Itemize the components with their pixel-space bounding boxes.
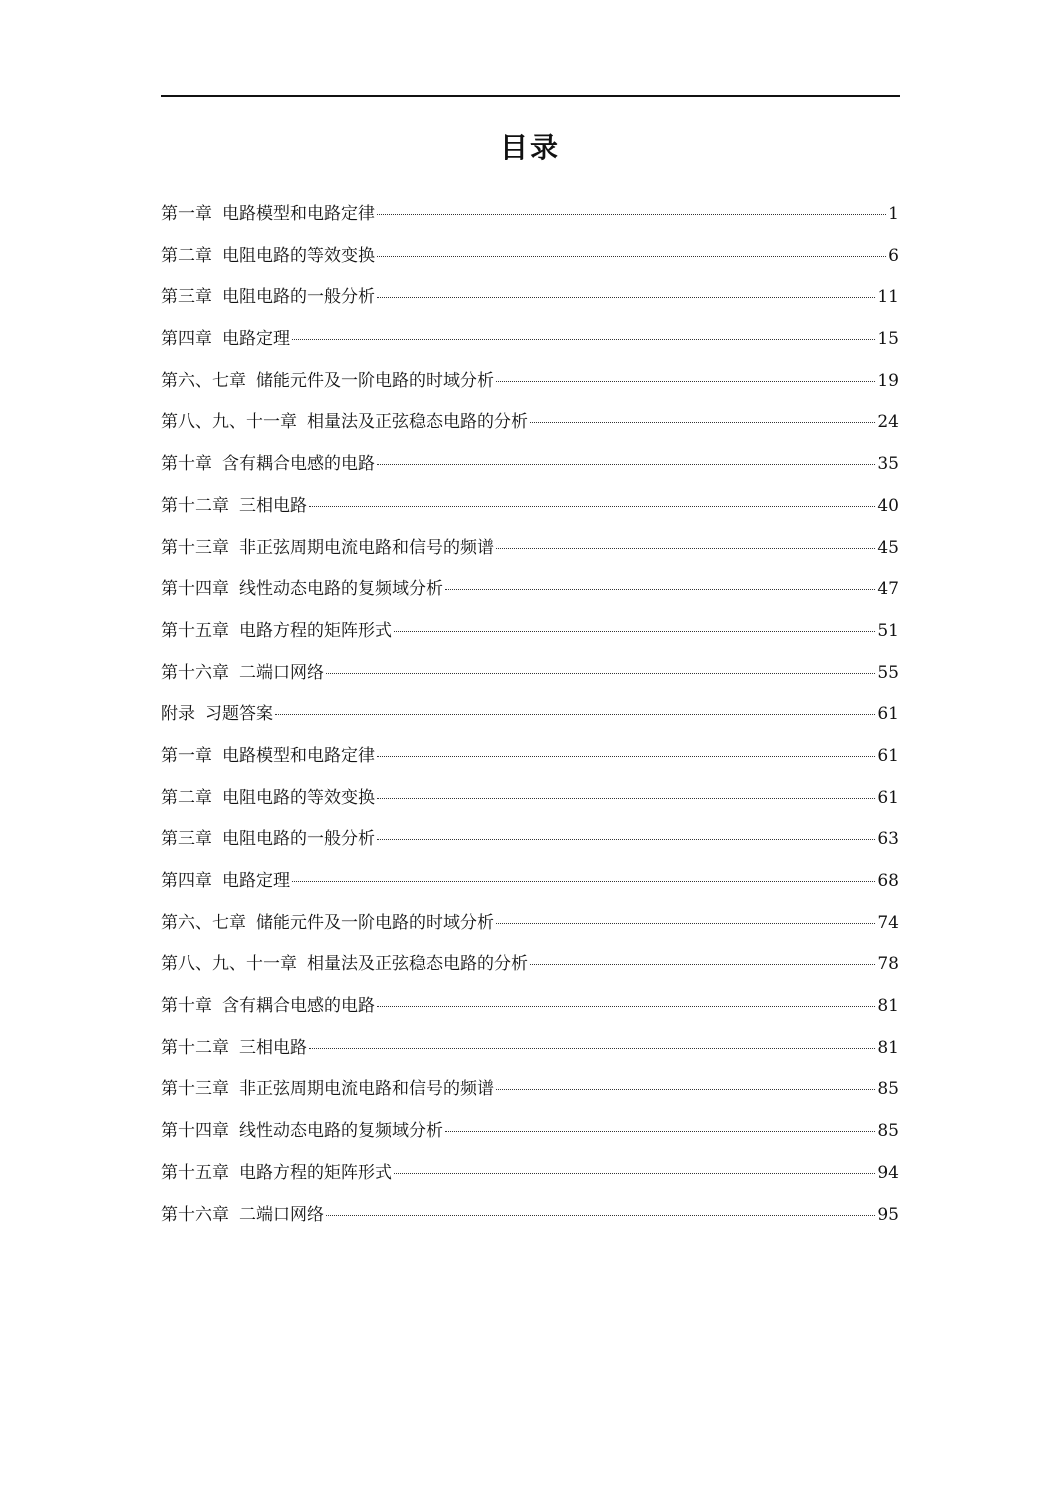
toc-entry[interactable] [161, 866, 899, 908]
toc-page-number: 78 [877, 954, 899, 975]
toc-page-number: 51 [877, 620, 899, 641]
toc-chapter-title: 电路定理 [222, 329, 290, 350]
toc-entry[interactable] [161, 991, 899, 1033]
toc-chapter-label: 附录 [161, 704, 195, 725]
toc-chapter-title: 三相电路 [239, 1037, 307, 1058]
toc-entry[interactable] [161, 324, 899, 366]
toc-page-number: 61 [877, 745, 899, 766]
toc-chapter-label: 第六、七章 [161, 912, 246, 933]
toc-chapter-label: 第一章 [161, 204, 212, 224]
toc-chapter-title: 相量法及正弦稳态电路的分析 [307, 954, 528, 975]
table-of-contents [161, 199, 899, 1241]
toc-entry[interactable] [161, 1033, 899, 1075]
toc-chapter-label: 第十二章 [161, 1037, 229, 1058]
toc-chapter-label: 第十六章 [161, 662, 229, 683]
toc-page-number: 94 [877, 1162, 899, 1183]
toc-page-number: 19 [877, 370, 899, 391]
toc-chapter-label: 第十二章 [161, 495, 229, 516]
toc-page-number: 61 [877, 704, 899, 725]
toc-entry[interactable] [161, 574, 899, 616]
toc-chapter-title: 相量法及正弦稳态电路的分析 [307, 412, 528, 433]
toc-chapter-title: 三相电路 [239, 495, 307, 516]
toc-entry[interactable] [161, 616, 899, 658]
dot-leader [309, 506, 875, 507]
toc-entry[interactable] [161, 1116, 899, 1158]
toc-entry[interactable] [161, 1200, 899, 1242]
toc-entry[interactable] [161, 783, 899, 825]
dot-leader [292, 881, 875, 882]
toc-chapter-label: 第四章 [161, 871, 212, 891]
toc-page-number: 47 [877, 579, 899, 600]
toc-chapter-title: 电路模型和电路定律 [222, 204, 375, 224]
toc-chapter-label: 第二章 [161, 787, 212, 808]
dot-leader [394, 1173, 875, 1174]
toc-chapter-title: 二端口网络 [239, 662, 324, 683]
toc-page-number: 61 [877, 787, 899, 808]
toc-page-number: 63 [877, 829, 899, 850]
toc-chapter-title: 习题答案 [205, 704, 273, 725]
toc-entry[interactable] [161, 824, 899, 866]
toc-chapter-title: 线性动态电路的复频域分析 [239, 1121, 443, 1142]
toc-chapter-label: 第四章 [161, 329, 212, 350]
toc-page-number: 68 [877, 871, 899, 891]
toc-chapter-title: 电路方程的矩阵形式 [239, 620, 392, 641]
toc-entry[interactable] [161, 533, 899, 575]
toc-entry[interactable] [161, 908, 899, 950]
toc-chapter-label: 第六、七章 [161, 370, 246, 391]
toc-chapter-title: 含有耦合电感的电路 [222, 996, 375, 1017]
page-title: 目录 [499, 131, 560, 164]
toc-page-number: 6 [888, 245, 899, 266]
toc-chapter-title: 电路方程的矩阵形式 [239, 1162, 392, 1183]
toc-chapter-title: 电路模型和电路定律 [222, 745, 375, 766]
dot-leader [445, 1131, 875, 1132]
toc-entry[interactable] [161, 949, 899, 991]
dot-leader [496, 548, 875, 549]
dot-leader [496, 923, 875, 924]
dot-leader [496, 1089, 875, 1090]
toc-page-number: 81 [877, 1037, 899, 1058]
toc-chapter-label: 第十四章 [161, 1121, 229, 1142]
toc-chapter-label: 第十六章 [161, 1204, 229, 1225]
toc-chapter-label: 第十三章 [161, 537, 229, 558]
dot-leader [326, 1215, 875, 1216]
dot-leader [377, 464, 875, 465]
toc-page-number: 24 [877, 412, 899, 433]
toc-chapter-label: 第十章 [161, 454, 212, 475]
toc-entry[interactable] [161, 282, 899, 324]
toc-chapter-label: 第十章 [161, 996, 212, 1017]
toc-entry[interactable] [161, 1074, 899, 1116]
toc-page-number: 81 [877, 996, 899, 1017]
dot-leader [377, 297, 875, 298]
toc-chapter-label: 第一章 [161, 745, 212, 766]
header-rule [161, 95, 900, 97]
toc-chapter-label: 第二章 [161, 245, 212, 266]
toc-chapter-title: 非正弦周期电流电路和信号的频谱 [239, 537, 494, 558]
toc-chapter-label: 第十五章 [161, 1162, 229, 1183]
dot-leader [445, 589, 875, 590]
dot-leader [377, 798, 875, 799]
dot-leader [309, 1048, 875, 1049]
dot-leader [377, 1006, 875, 1007]
toc-entry[interactable] [161, 407, 899, 449]
toc-page-number: 11 [877, 287, 899, 308]
toc-chapter-title: 线性动态电路的复频域分析 [239, 579, 443, 600]
toc-page-number: 85 [877, 1079, 899, 1100]
toc-page-number: 35 [877, 454, 899, 475]
dot-leader [292, 339, 875, 340]
dot-leader [377, 214, 886, 215]
toc-chapter-label: 第十五章 [161, 620, 229, 641]
toc-page-number: 85 [877, 1121, 899, 1142]
toc-entry[interactable] [161, 366, 899, 408]
toc-entry[interactable] [161, 199, 899, 241]
dot-leader [530, 422, 875, 423]
toc-page-number: 40 [877, 495, 899, 516]
dot-leader [377, 756, 875, 757]
toc-chapter-title: 电阻电路的一般分析 [222, 829, 375, 850]
toc-entry[interactable] [161, 741, 899, 783]
toc-entry[interactable] [161, 658, 899, 700]
toc-chapter-label: 第十三章 [161, 1079, 229, 1100]
toc-chapter-title: 电阻电路的等效变换 [222, 245, 375, 266]
dot-leader [377, 256, 886, 257]
toc-chapter-label: 第八、九、十一章 [161, 954, 297, 975]
toc-entry[interactable] [161, 1158, 899, 1200]
toc-chapter-title: 二端口网络 [239, 1204, 324, 1225]
toc-page-number: 45 [877, 537, 899, 558]
dot-leader [326, 673, 875, 674]
toc-chapter-title: 电阻电路的等效变换 [222, 787, 375, 808]
toc-entry[interactable] [161, 491, 899, 533]
toc-chapter-title: 非正弦周期电流电路和信号的频谱 [239, 1079, 494, 1100]
toc-chapter-title: 含有耦合电感的电路 [222, 454, 375, 475]
toc-chapter-title: 储能元件及一阶电路的时域分析 [256, 370, 494, 391]
toc-chapter-label: 第三章 [161, 287, 212, 308]
dot-leader [530, 964, 875, 965]
toc-chapter-label: 第十四章 [161, 579, 229, 600]
toc-entry[interactable] [161, 449, 899, 491]
toc-chapter-title: 储能元件及一阶电路的时域分析 [256, 912, 494, 933]
toc-chapter-title: 电阻电路的一般分析 [222, 287, 375, 308]
toc-page-number: 95 [877, 1204, 899, 1225]
toc-page-number: 55 [877, 662, 899, 683]
toc-page-number: 1 [888, 204, 899, 224]
dot-leader [496, 381, 875, 382]
toc-chapter-label: 第三章 [161, 829, 212, 850]
toc-chapter-title: 电路定理 [222, 871, 290, 891]
dot-leader [394, 631, 875, 632]
toc-page-number: 15 [877, 329, 899, 350]
dot-leader [377, 839, 875, 840]
toc-page-number: 74 [877, 912, 899, 933]
toc-entry[interactable] [161, 699, 899, 741]
toc-chapter-label: 第八、九、十一章 [161, 412, 297, 433]
dot-leader [275, 714, 875, 715]
toc-entry[interactable] [161, 241, 899, 283]
